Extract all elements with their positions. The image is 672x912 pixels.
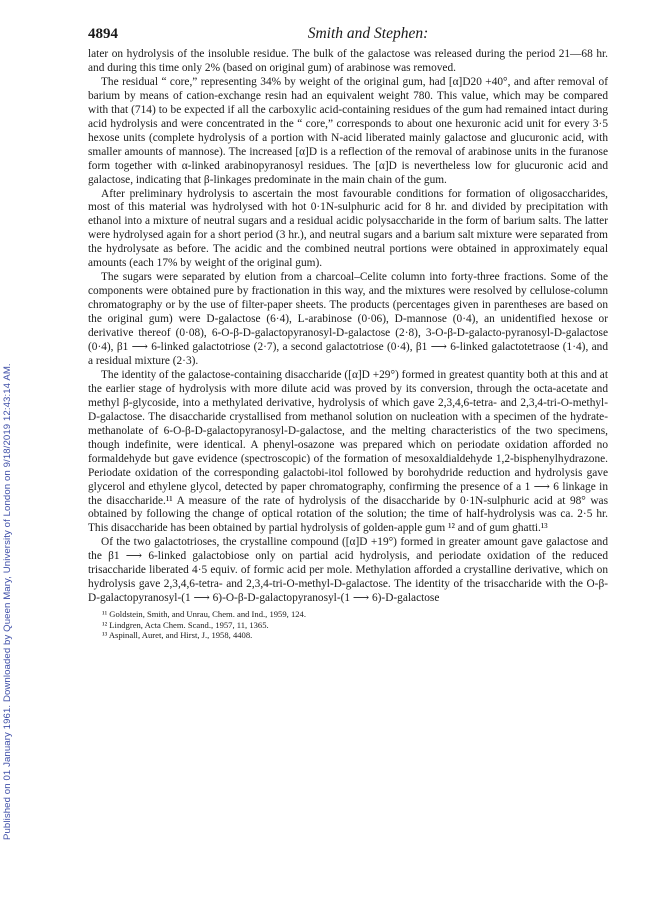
footnotes xyxy=(88,609,608,641)
footnote: ¹¹ Goldstein, Smith, and Unrau, Chem. and Ind., 1959, 124. xyxy=(102,609,306,620)
download-watermark xyxy=(0,0,22,912)
paragraph: The residual “ core,” representing 34% by weight of the original gum, had [α]D20 +40°, and after removal of barium by means of cation-exchange resin had an equivalent weight 780. This value, which may be compared with that (714) to be expected if all the carboxylic acid-containing residues of the gum had remained intact during acid hydrolysis and were concentrated in the “ core,” corresponds to about one hexuronic acid unit for every 3·5 hexose units (complete hydrolysis of a portion with N-acid liberated mainly galactose and glucuronic acid, with smaller amounts of mannose). The increased [α]D is a reflection of the removal of arabinose units in the furanose form together with α-linked arabinopyranosyl residues. The [α]D is nevertheless low for glucuronic acid and galactose, indicating that β-linkages predominate in the main chain of the gum. xyxy=(88,75,608,186)
footnote: ¹² Lindgren, Acta Chem. Scand., 1957, 11, 1365. xyxy=(102,619,269,630)
page-header xyxy=(88,24,608,48)
journal-page xyxy=(88,24,608,641)
download-watermark-text: Published on 01 January 1961. Downloaded by Queen Mary, University of London on 9/18/2019 12:43:14 AM. xyxy=(2,363,13,840)
paragraph: The identity of the galactose-containing disaccharide ([α]D +29°) formed in greatest quantity both at this and at the earlier stage of hydrolysis with more dilute acid was proved by its conversion, through the octa-acetate and methyl β-glycoside, into a methylated derivative, hydrolysis of which gave 2,3,4,6-tetra- and 2,3,4-tri-O-methyl-D-galactose. The disaccharide crystallised from methanol solution on nucleation with a specimen of the hydrate-methanolate of 6-O-β-D-galactopyranosyl-D-galactose, and the melting characteristics of the two specimens, though indefinite, were identical. A phenyl-osazone was prepared which on periodate oxidation afforded no formaldehyde but gave evidence (spectroscopic) of the formation of mesoxaldialdehyde 1,2-bisphenylhydrazone. Periodate oxidation of the corresponding galactobi-itol followed by borohydride reduction and hydrolysis gave glycerol and ethylene glycol, detected by paper chromatography, confirming the presence of a 1 ⟶ 6 linkage in the disaccharide.¹¹ A measure of the rate of hydrolysis of the disaccharide by 0·1N-sulphuric acid at 98° was obtained by following the change of optical rotation of the solution; the time of half-hydrolysis was ca. 2·5 hr. This disaccharide has been obtained by partial hydrolysis of golden-apple gum ¹² and of gum ghatti.¹³ xyxy=(88,368,608,535)
body-text xyxy=(88,48,608,606)
running-head: Smith and Stephen: xyxy=(307,25,429,42)
page-number: 4894 xyxy=(88,26,118,42)
paragraph: The sugars were separated by elution from a charcoal–Celite column into forty-three fractions. Some of the components were obtained pure by fractionation in this way, and the mixtures were resolved by cellulose-column chromatography or by the use of filter-paper sheets. The products (percentages given in parentheses are based on the original gum) were D-galactose (6·4), L-arabinose (0·06), D-mannose (0·4), an unidentified hexose or derivative thereof (0·08), 6-O-β-D-galactopyranosyl-D-galactose (2·8), 3-O-β-D-galacto-pyranosyl-D-galactose (0·4), β1 ⟶ 6-linked galactotriose (2·7), a second galactotriose (0·4), β1 ⟶ 6-linked galactotetraose (1·4), and a residual mixture (2·3). xyxy=(88,271,608,367)
paragraph: After preliminary hydrolysis to ascertain the most favourable conditions for formation of oligosaccharides, most of this material was hydrolysed with hot 0·1N-sulphuric acid for 8 hr. and divided by precipitation with ethanol into a mixture of neutral sugars and a residual acidic polysaccharide in the form of barium salts. The latter were hydrolysed again for a short period (3 hr.), and neutral sugars and a barium salt mixture were separated from the hydrolysate as before. The acidic and the combined neutral portions were obtained in approximately equal amounts (each 17% by weight of the original gum). xyxy=(88,187,608,270)
footnote: ¹³ Aspinall, Auret, and Hirst, J., 1958, 4408. xyxy=(102,630,253,641)
paragraph: later on hydrolysis of the insoluble residue. The bulk of the galactose was released during the period 21—68 hr. and during this time only 2% (based on original gum) of arabinose was removed. xyxy=(88,48,608,74)
paragraph: Of the two galactotrioses, the crystalline compound ([α]D +19°) formed in greater amount gave galactose and the β1 ⟶ 6-linked galactobiose only on partial acid hydrolysis, and periodate oxidation of the reduced trisaccharide liberated 4·5 equiv. of formic acid per mole. Methylation afforded a crystalline derivative, which on hydrolysis gave 2,3,4,6-tetra- and 2,3,4-tri-O-methyl-D-galactose. The identity of the trisaccharide with the O-β-D-galactopyranosyl-(1 ⟶ 6)-O-β-D-galactopyranosyl-(1 ⟶ 6)-D-galactose xyxy=(88,536,608,605)
